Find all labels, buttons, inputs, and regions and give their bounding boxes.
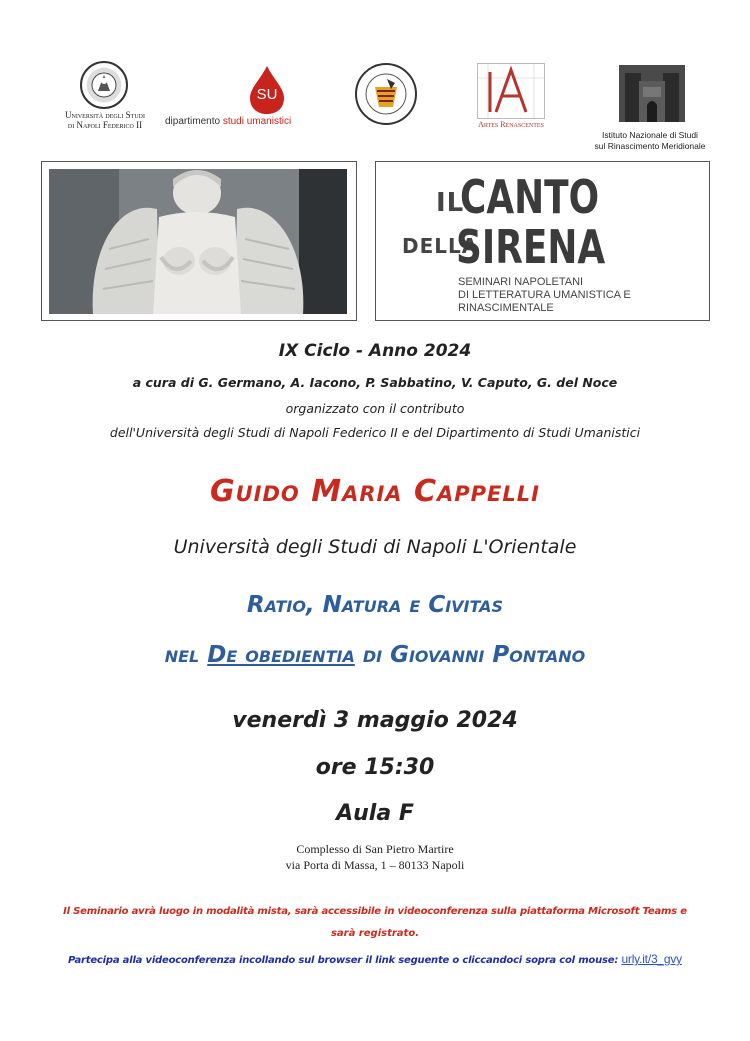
notice-line-3 xyxy=(0,952,750,966)
talk-title-suffix: di Giovanni Pontano xyxy=(362,642,586,668)
notice-text-c: il xyxy=(365,955,372,966)
series-word-sirena: SIRENA xyxy=(456,220,606,274)
artes-name: Artes Renascentes xyxy=(478,120,544,129)
curators-line: a cura di G. Germano, A. Iacono, P. Sabbatino, V. Caputo, G. del Noce xyxy=(132,375,618,390)
speaker-name: Guido Maria Cappelli xyxy=(210,474,540,509)
unina-seal-icon xyxy=(80,61,128,109)
talk-title-line1: Ratio, Natura e Civitas xyxy=(246,592,504,618)
unina-name-line1: Università degli Studi xyxy=(65,110,145,120)
series-subtitle-line1: SEMINARI NAPOLETANI xyxy=(458,276,584,288)
event-room: Aula F xyxy=(336,801,414,826)
series-subtitle-line2: DI LETTERATURA UMANISTICA E RINASCIMENTALE xyxy=(458,289,631,314)
dsu-name-text: studi umanistici xyxy=(222,116,292,127)
castle-photo-icon xyxy=(619,65,685,122)
event-time: ore 15:30 xyxy=(315,755,435,780)
unina-name-line2: di Napoli Federico II xyxy=(67,120,143,130)
dsu-mark: SU xyxy=(256,86,278,103)
notice-text-d: link xyxy=(375,955,395,966)
istituto-name-line2: sul Rinascimento Meridionale xyxy=(594,141,706,151)
speaker-affiliation: Università degli Studi di Napoli L'Orientale xyxy=(173,536,577,558)
organized-line-2: dell'Università degli Studi di Napoli Federico II e del Dipartimento di Studi Umanistici xyxy=(109,425,641,440)
society-seal-icon xyxy=(355,63,417,125)
talk-title-prefix: nel xyxy=(164,642,200,668)
dsu-logo-icon xyxy=(246,64,288,116)
series-word-canto: CANTO xyxy=(460,170,600,224)
unina-name xyxy=(60,110,150,130)
notice-text-a: Partecipa alla videoconferenza incollando sul xyxy=(68,955,315,966)
talk-title-line2 xyxy=(0,642,750,668)
cycle-title: IX Ciclo - Anno 2024 xyxy=(278,341,472,361)
dsu-name xyxy=(165,116,291,127)
organized-line-1: organizzato con il contributo xyxy=(285,401,465,416)
istituto-name-line1: Istituto Nazionale di Studi xyxy=(602,130,698,140)
event-address: via Porta di Massa, 1 – 80133 Napoli xyxy=(285,858,465,872)
artes-logo-icon xyxy=(477,63,545,119)
notice-text-b: browser xyxy=(317,955,363,966)
teams-link[interactable]: urly.it/3_gvy xyxy=(621,952,682,966)
series-word-della: DELLA xyxy=(402,234,479,258)
notice-text-e: seguente o cliccandoci sopra col xyxy=(398,955,575,966)
series-word-il: IL xyxy=(436,188,465,218)
notice-line-1: Il Seminario avrà luogo in modalità mista, sarà accessibile in videoconferenza sulla piattaforma Microsoft Teams e xyxy=(63,906,687,917)
angel-photo-frame xyxy=(41,161,357,321)
angel-statue-photo xyxy=(49,169,347,314)
event-date: venerdì 3 maggio 2024 xyxy=(232,708,518,733)
series-title-box xyxy=(375,161,710,321)
istituto-name xyxy=(588,130,712,152)
notice-text-f: mouse: xyxy=(578,955,619,966)
event-venue: Complesso di San Pietro Martire xyxy=(296,842,454,856)
dsu-prefix: dipartimento xyxy=(165,116,221,127)
notice-line-2: sarà registrato. xyxy=(330,928,420,939)
series-subtitle xyxy=(458,276,709,315)
talk-title-work: De obedientia xyxy=(207,642,355,668)
